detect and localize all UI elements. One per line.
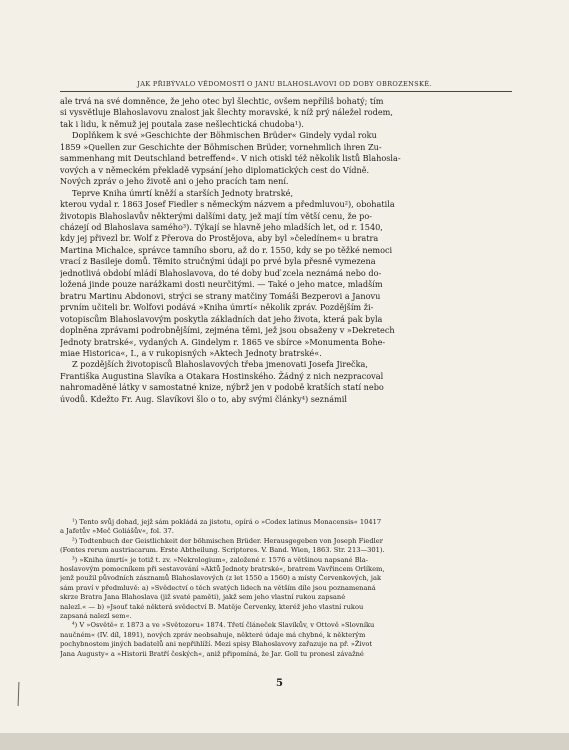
- body-line: kterou vydal r. 1863 Josef Fiedler s německým názvem a předmluvou²), obohatila: [60, 199, 395, 210]
- footnote-line: ¹) Tento svůj dohad, jejž sám pokládá za jistotu, opírá o »Codex latinus Monacensis« 10417: [72, 518, 382, 526]
- body-line: si vysvětluje Blahoslavovu znalost jak šlechty moravské, k níž prý náležel rodem,: [60, 107, 393, 118]
- body-line: prvním učiteli br. Wolfovi podává »Kniha úmrtí« několik zpráv. Pozdějším ži-: [60, 302, 374, 313]
- running-head: JAK PŘIBÝVALO VĚDOMOSTÍ O JANU BLAHOSLAVOVI OD DOBY OBROZENSKÉ.: [137, 80, 432, 88]
- footnote-line: nalezl.« — b) »Jsouť také některá svědectví B. Matěje Červenky, kteréž jeho vlastní rukou: [60, 602, 364, 611]
- footnote-line: ²) Todtenbuch der Geistlichkeit der böhmischen Brüder. Herausgegeben von Joseph Fiedler: [72, 536, 383, 545]
- body-line: 1859 »Quellen zur Geschichte der Böhmischen Brüder, vornehmlich ihren Zu-: [60, 141, 382, 152]
- footnote-line: skrze Bratra Jana Blahoslava (již svaté paměti), jakž sem jeho vlastní rukou zapsané: [60, 593, 346, 602]
- body-line: Jednoty bratrské«, vydaných A. Gindelym r. 1865 ve sbírce »Monumenta Bohe-: [60, 336, 386, 347]
- footnote-line: ³) »Kniha úmrtí« je totiž t. zv. »Nekrologium«, založené r. 1576 a většinou napsané Bla-: [72, 555, 369, 564]
- footnote-line: naučném« (IV. díl, 1891), nových zpráv neobsahuje, některé údaje má chybné, k některým: [60, 630, 366, 639]
- page-bottom-edge: [0, 733, 569, 750]
- body-line: Martina Michalce, správce tamního sboru, až do r. 1550, kdy se po těžké nemoci: [60, 244, 393, 255]
- body-line: bratru Martinu Abdonovi, strýci se strany matčiny Tomáši Bezperovi a Janovu: [60, 290, 381, 301]
- footnote-line: Jana Augusty« a »Historii Bratří českých«, aniž připomíná, že Jar. Goll tu pronesl závažné: [60, 649, 364, 658]
- footnote-line: sám praví v předmluvě: a) »Svědectví o těch svatých lidech na větším díle jsou poznamenaná: [60, 583, 376, 592]
- body-line: doplněna zprávami podrobnějšími, zejména těmi, jež jsou obsaženy v »Dekretech: [60, 325, 395, 336]
- pen-mark: [18, 682, 20, 706]
- footnote-line: ⁴) V »Osvětě« r. 1873 a ve »Světozoru« 1874. Třetí článeček Slavíkův, v Ottově »Slovníku: [72, 621, 375, 630]
- body-line: tak i lidu, k němuž jej poutala zase nešlechtická chudoba¹).: [60, 118, 304, 129]
- body-line: vových a v německém překladě vypsání jeho diplomatických cest do Vídně.: [60, 164, 370, 175]
- body-line: Teprve Kniha úmrtí kněží a starších Jednoty bratrské,: [72, 187, 294, 198]
- footnotes: [60, 518, 512, 659]
- body-line: Doplňkem k své »Geschichte der Böhmischen Brüder« Gindely vydal roku: [72, 130, 377, 141]
- body-line: Františka Augustina Slavíka a Otakara Hostinského. Žádný z nich nezpracoval: [60, 370, 384, 381]
- footnote-line: jenž použil původních zásznamů Blahoslavových (z let 1550 a 1560) a místy Červenkových, jak: [60, 574, 381, 583]
- body-line: nahromaděné látky v samostatné knize, nýbrž jen v podobě kratších statí nebo: [60, 382, 384, 393]
- footnote-line: (Fontes rerum austriacarum. Erste Abtheilung. Scriptores. V. Band. Wien, 1863. Str. 213—301).: [60, 546, 385, 555]
- footnote-line: zapsaná nalezl sem«.: [60, 612, 132, 621]
- body-line: votopiscům Blahoslavovým poskytla základních dat jeho života, která pak byla: [60, 313, 383, 324]
- body-line: životopis Blahoslavův některými dalšími daty, jež mají tím větší cenu, že po-: [60, 210, 373, 221]
- body-line: sammenhang mit Deutschland betreffend«. V nich otiskl též několik listů Blahosla-: [60, 153, 401, 164]
- footnote-line: a Jafetův »Meč Goliášův«, fol. 37.: [60, 527, 174, 536]
- header-rule: [60, 91, 512, 92]
- body-line: Nových zpráv o jeho životě ani o jeho pracích tam není.: [60, 176, 289, 187]
- body-line: Z pozdějších životopisců Blahoslavových třeba jmenovati Josefa Jirečka,: [72, 359, 368, 370]
- footnote-line: pochybnostem jiných badatelů ani nepřihlíží. Mezi spisy Blahoslavovy zařazuje na př. »Život: [60, 640, 373, 649]
- body-line: vrací z Basileje domů. Těmito stručnými údaji po prvé byla přesně vymezena: [60, 256, 376, 267]
- footnote-line: hoslavovým pomocníkem při sestavování »Aktů Jednoty bratrské«, bratrem Vavřincem Orlíkem,: [60, 565, 385, 574]
- body-line: kdy jej přivezl br. Wolf z Přerova do Prostějova, aby byl »čeledínem« u bratra: [60, 233, 379, 244]
- body-text: [60, 96, 512, 405]
- body-line: jednotlivá období mládí Blahoslavova, do té doby buď zcela neznámá nebo do-: [60, 267, 382, 278]
- body-line: cházejí od Blahoslava samého³). Týkají se hlavně jeho mladších let, od r. 1540,: [60, 221, 383, 232]
- page-number: 5: [276, 678, 283, 689]
- body-line: ložená jinde pouze narážkami dosti neurčitými. — Také o jeho matce, mladším: [60, 279, 383, 290]
- body-line: úvodů. Kdežto Fr. Aug. Slavíkovi šlo o to, aby svými články⁴) seznámil: [60, 393, 347, 404]
- body-line: miae Historica«, I., a v rukopisných »Aktech Jednoty bratrské«.: [60, 347, 322, 358]
- body-line: ale trvá na své domněnce, že jeho otec byl šlechtic, ovšem nepříliš bohatý; tím: [60, 96, 384, 106]
